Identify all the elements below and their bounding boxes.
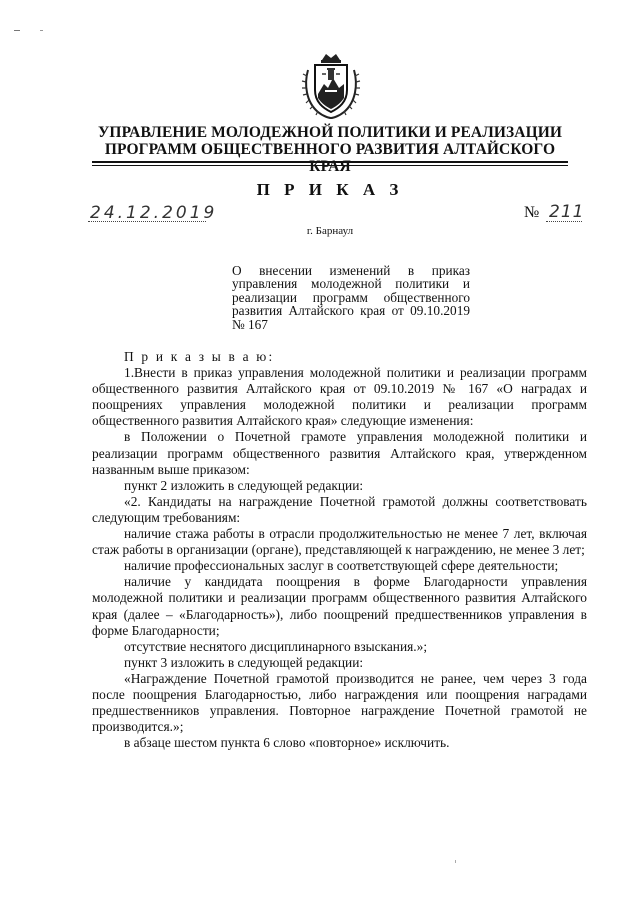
organization-name	[90, 124, 570, 175]
date-underline	[88, 221, 206, 222]
paragraph: «2. Кандидаты на награждение Почетной грамотой должны соответствовать следующим требованиям:	[92, 493, 587, 525]
paragraph: пункт 2 изложить в следующей редакции:	[124, 477, 364, 493]
paragraph: 1.Внести в приказ управления молодежной политики и реализации программ общественного развития Алтайского края от 09.10.2019 № 167 «О наградах и поощрениях управления молодежной политики и реализации программ общественного развития Алтайского края» следующие изменения:	[92, 365, 587, 429]
paragraph: наличие стажа работы в отрасли продолжительностью не менее 7 лет, включая стаж работы в организации (органе), представляющей к награждению, не менее 3 лет;	[92, 526, 587, 558]
paragraph: в абзаце шестом пункта 6 слово «повторное» исключить.	[124, 735, 450, 751]
paragraph: отсутствие неснятого дисциплинарного взыскания.»;	[124, 638, 428, 654]
altai-krai-coat-of-arms-icon	[300, 50, 362, 122]
header-divider-thin	[92, 165, 568, 166]
number-sign: №	[524, 204, 540, 221]
city: г. Барнаул	[306, 225, 354, 237]
paragraph: наличие профессиональных заслуг в соответствующей сфере деятельности;	[124, 558, 559, 574]
scan-mark	[40, 30, 43, 31]
order-directive: П р и к а з ы в а ю:	[124, 349, 275, 364]
organization-name-line: УПРАВЛЕНИЕ МОЛОДЕЖНОЙ ПОЛИТИКИ И РЕАЛИЗАЦИИ	[97, 124, 563, 141]
order-subject: О внесении изменений в приказ управления молодежной политики и реализации программ общественного развития Алтайского края от 09.10.2019 № 167	[232, 263, 470, 332]
paragraph: пункт 3 изложить в следующей редакции:	[124, 654, 364, 670]
order-body	[92, 349, 587, 751]
paragraph: наличие у кандидата поощрения в форме Благодарности управления молодежной политики и реализации программ общественного развития Алтайского края (далее – «Благодарность»), либо поощрений предшественников управления в форме Благодарности;	[92, 574, 587, 638]
document-type-title: П Р И К А З	[256, 180, 404, 199]
paragraph: «Награждение Почетной грамотой производится не ранее, чем через 3 года после поощрения Благодарностью, либо награждения или поощрения наградами предшественников управления. Повторное награждение Почетной грамотой не производится.»;	[92, 670, 587, 735]
scan-mark	[455, 860, 456, 863]
document-number: 211	[549, 202, 585, 222]
number-underline	[546, 221, 582, 222]
header-divider-thick	[92, 161, 568, 163]
scan-mark	[14, 30, 20, 31]
document-date: 24.12.2019	[90, 203, 218, 223]
paragraph: в Положении о Почетной грамоте управления молодежной политики и реализации программ общественного развития Алтайского края, утвержденном названным выше приказом:	[92, 429, 587, 477]
organization-name-line: ПРОГРАММ ОБЩЕСТВЕННОГО РАЗВИТИЯ АЛТАЙСКОГО КРАЯ	[104, 141, 556, 175]
